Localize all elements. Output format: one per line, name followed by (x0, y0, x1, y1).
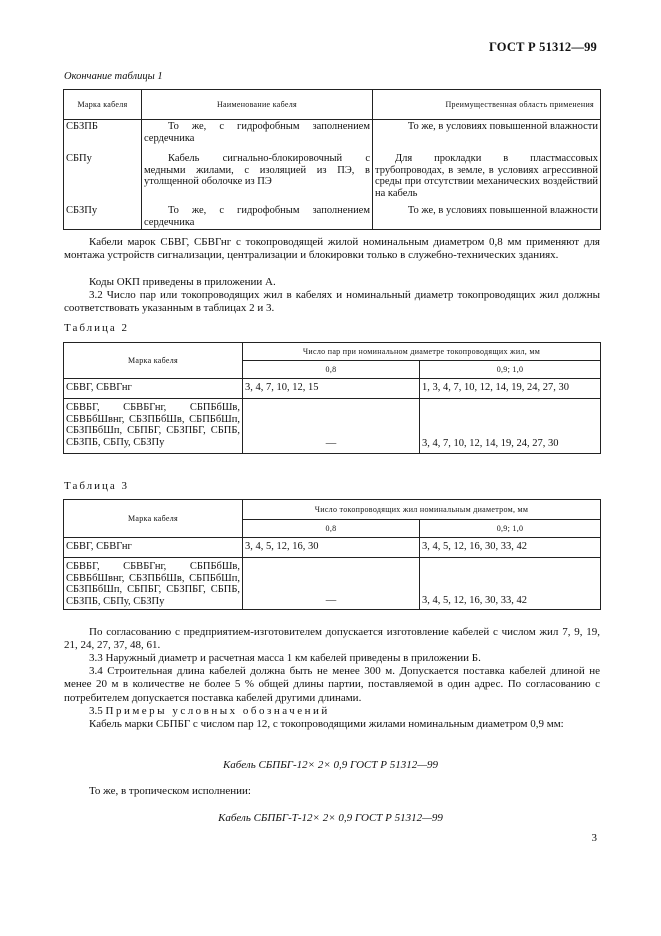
paragraph-3-2: 3.2 Число пар или токопроводящих жил в кабелях и номинальный диаметр токопроводящих жил должны соответствовать указанным в таблицах 2 и 3. (64, 289, 600, 315)
table-row (64, 558, 601, 610)
table1-header-mark: Марка кабеля (64, 90, 142, 120)
table-row (64, 145, 601, 200)
table1-header-name: Наименование кабеля (142, 90, 373, 120)
paragraph-kabeli-sbvg: Кабели марок СБВГ, СБВГнг с токопроводящей жилой номинальным диаметром 0,8 мм применяют для монтажа устройств сигнализации, централизации и блокировки только в служебно-технических зданиях. (64, 236, 600, 262)
table1-row3-mark: СБЗПу (64, 200, 142, 230)
table1-row2-use: Для прокладки в пластмассовых трубопроводах, в земле, в условиях агрессивной среды при отсутствии механических воздействий на кабель (373, 145, 601, 200)
paragraph-okp-codes: Коды ОКП приведены в приложении А. (89, 276, 276, 288)
table2-row1-mark: СБВГ, СБВГнг (64, 379, 243, 399)
table2-caption: Таблица 2 (64, 322, 130, 334)
document-code: ГОСТ Р 51312—99 (488, 40, 597, 54)
section-title: Примеры условных обозначений (105, 705, 330, 717)
table2-row1-v1: 3, 4, 7, 10, 12, 15 (243, 379, 420, 399)
page-number: 3 (591, 832, 597, 844)
designation-example-2: Кабель СБПБГ-Т-12× 2× 0,9 ГОСТ Р 51312—99 (218, 812, 443, 824)
paragraph-soglasovanie: По согласованию с предприятием-изготовителем допускается изготовление кабелей с числом жил 7, 9, 19, 21, 24, 27, 37, 48, 61. (64, 626, 600, 652)
table2 (63, 342, 601, 454)
table3-header-d1: 0,8 (243, 520, 420, 538)
table3-header-d2: 0,9; 1,0 (420, 520, 601, 538)
table1-row1-name: То же, с гидрофобным заполнением сердечника (142, 120, 373, 146)
table3 (63, 499, 601, 610)
table3-row2-v2: 3, 4, 5, 12, 16, 30, 33, 42 (420, 558, 601, 610)
table2-header-mark: Марка кабеля (64, 343, 243, 379)
table1-header-use: Преимущественная область применения (373, 90, 601, 120)
section-number: 3.5 (89, 705, 103, 717)
table2-row1-v2: 1, 3, 4, 7, 10, 12, 14, 19, 24, 27, 30 (420, 379, 601, 399)
table3-row2-v1: — (243, 558, 420, 610)
table3-row1-v2: 3, 4, 5, 12, 16, 30, 33, 42 (420, 538, 601, 558)
designation-example-1: Кабель СБПБГ-12× 2× 0,9 ГОСТ Р 51312—99 (222, 759, 439, 771)
table1-row1-use: То же, в условиях повышенной влажности (373, 120, 601, 146)
table1-row1-mark: СБЗПБ (64, 120, 142, 146)
table3-header-mark: Марка кабеля (64, 500, 243, 538)
paragraph-tropical: То же, в тропическом исполнении: (89, 785, 251, 797)
paragraph-3-4: 3.4 Строительная длина кабелей должна быть не менее 300 м. Допускается поставка кабелей длиной не менее 20 м в количестве не более 5 % общей длины партии, поставляемой в один адрес. По согласованию с потребителем допускается поставка кабелей другими длинами. (64, 665, 600, 704)
paragraph-kabel-sbpbg: Кабель марки СБПБГ с числом пар 12, с токопроводящими жилами номинальным диаметром 0,9 мм: (89, 718, 564, 730)
table-row (64, 379, 601, 399)
paragraph-3-5 (64, 705, 600, 718)
table1-row2-name: Кабель сигнально-блокировочный с медными жилами, с изоляцией из ПЭ, в утолщенной оболочке из ПЭ (142, 145, 373, 200)
table3-header-group: Число токопроводящих жил номинальным диаметром, мм (243, 500, 601, 520)
table2-row2-v1: — (243, 399, 420, 454)
table-row (64, 538, 601, 558)
table1 (63, 89, 601, 230)
table1-row3-use: То же, в условиях повышенной влажности (373, 200, 601, 230)
table3-row1-mark: СБВГ, СБВГнг (64, 538, 243, 558)
table2-row2-mark: СБВБГ, СБВБГнг, СБПБбШв, СБВБбШвнг, СБЗПБбШв, СБПБбШп, СБЗПБбШп, СБПБГ, СБЗПБГ, СБПБ, СБЗПБ, СБПу, СБЗПу (64, 399, 243, 454)
table2-header-d1: 0,8 (243, 361, 420, 379)
table-row (64, 399, 601, 454)
paragraph-3-3: 3.3 Наружный диаметр и расчетная масса 1 км кабелей приведены в приложении Б. (89, 652, 481, 664)
table2-header-d2: 0,9; 1,0 (420, 361, 601, 379)
table2-header-group: Число пар при номинальном диаметре токопроводящих жил, мм (243, 343, 601, 361)
table1-row3-name: То же, с гидрофобным заполнением сердечника (142, 200, 373, 230)
table3-caption: Таблица 3 (64, 480, 130, 492)
table-row (64, 120, 601, 146)
table2-row2-v2: 3, 4, 7, 10, 12, 14, 19, 24, 27, 30 (420, 399, 601, 454)
table1-caption: Окончание таблицы 1 (64, 71, 163, 82)
table1-row2-mark: СБПу (64, 145, 142, 200)
table3-row1-v1: 3, 4, 5, 12, 16, 30 (243, 538, 420, 558)
table-row (64, 200, 601, 230)
table3-row2-mark: СБВБГ, СБВБГнг, СБПБбШв, СБВБбШвнг, СБЗПБбШв, СБПБбШп, СБЗПБбШп, СБПБГ, СБЗПБГ, СБПБ, СБЗПБ, СБПу, СБЗПу (64, 558, 243, 610)
